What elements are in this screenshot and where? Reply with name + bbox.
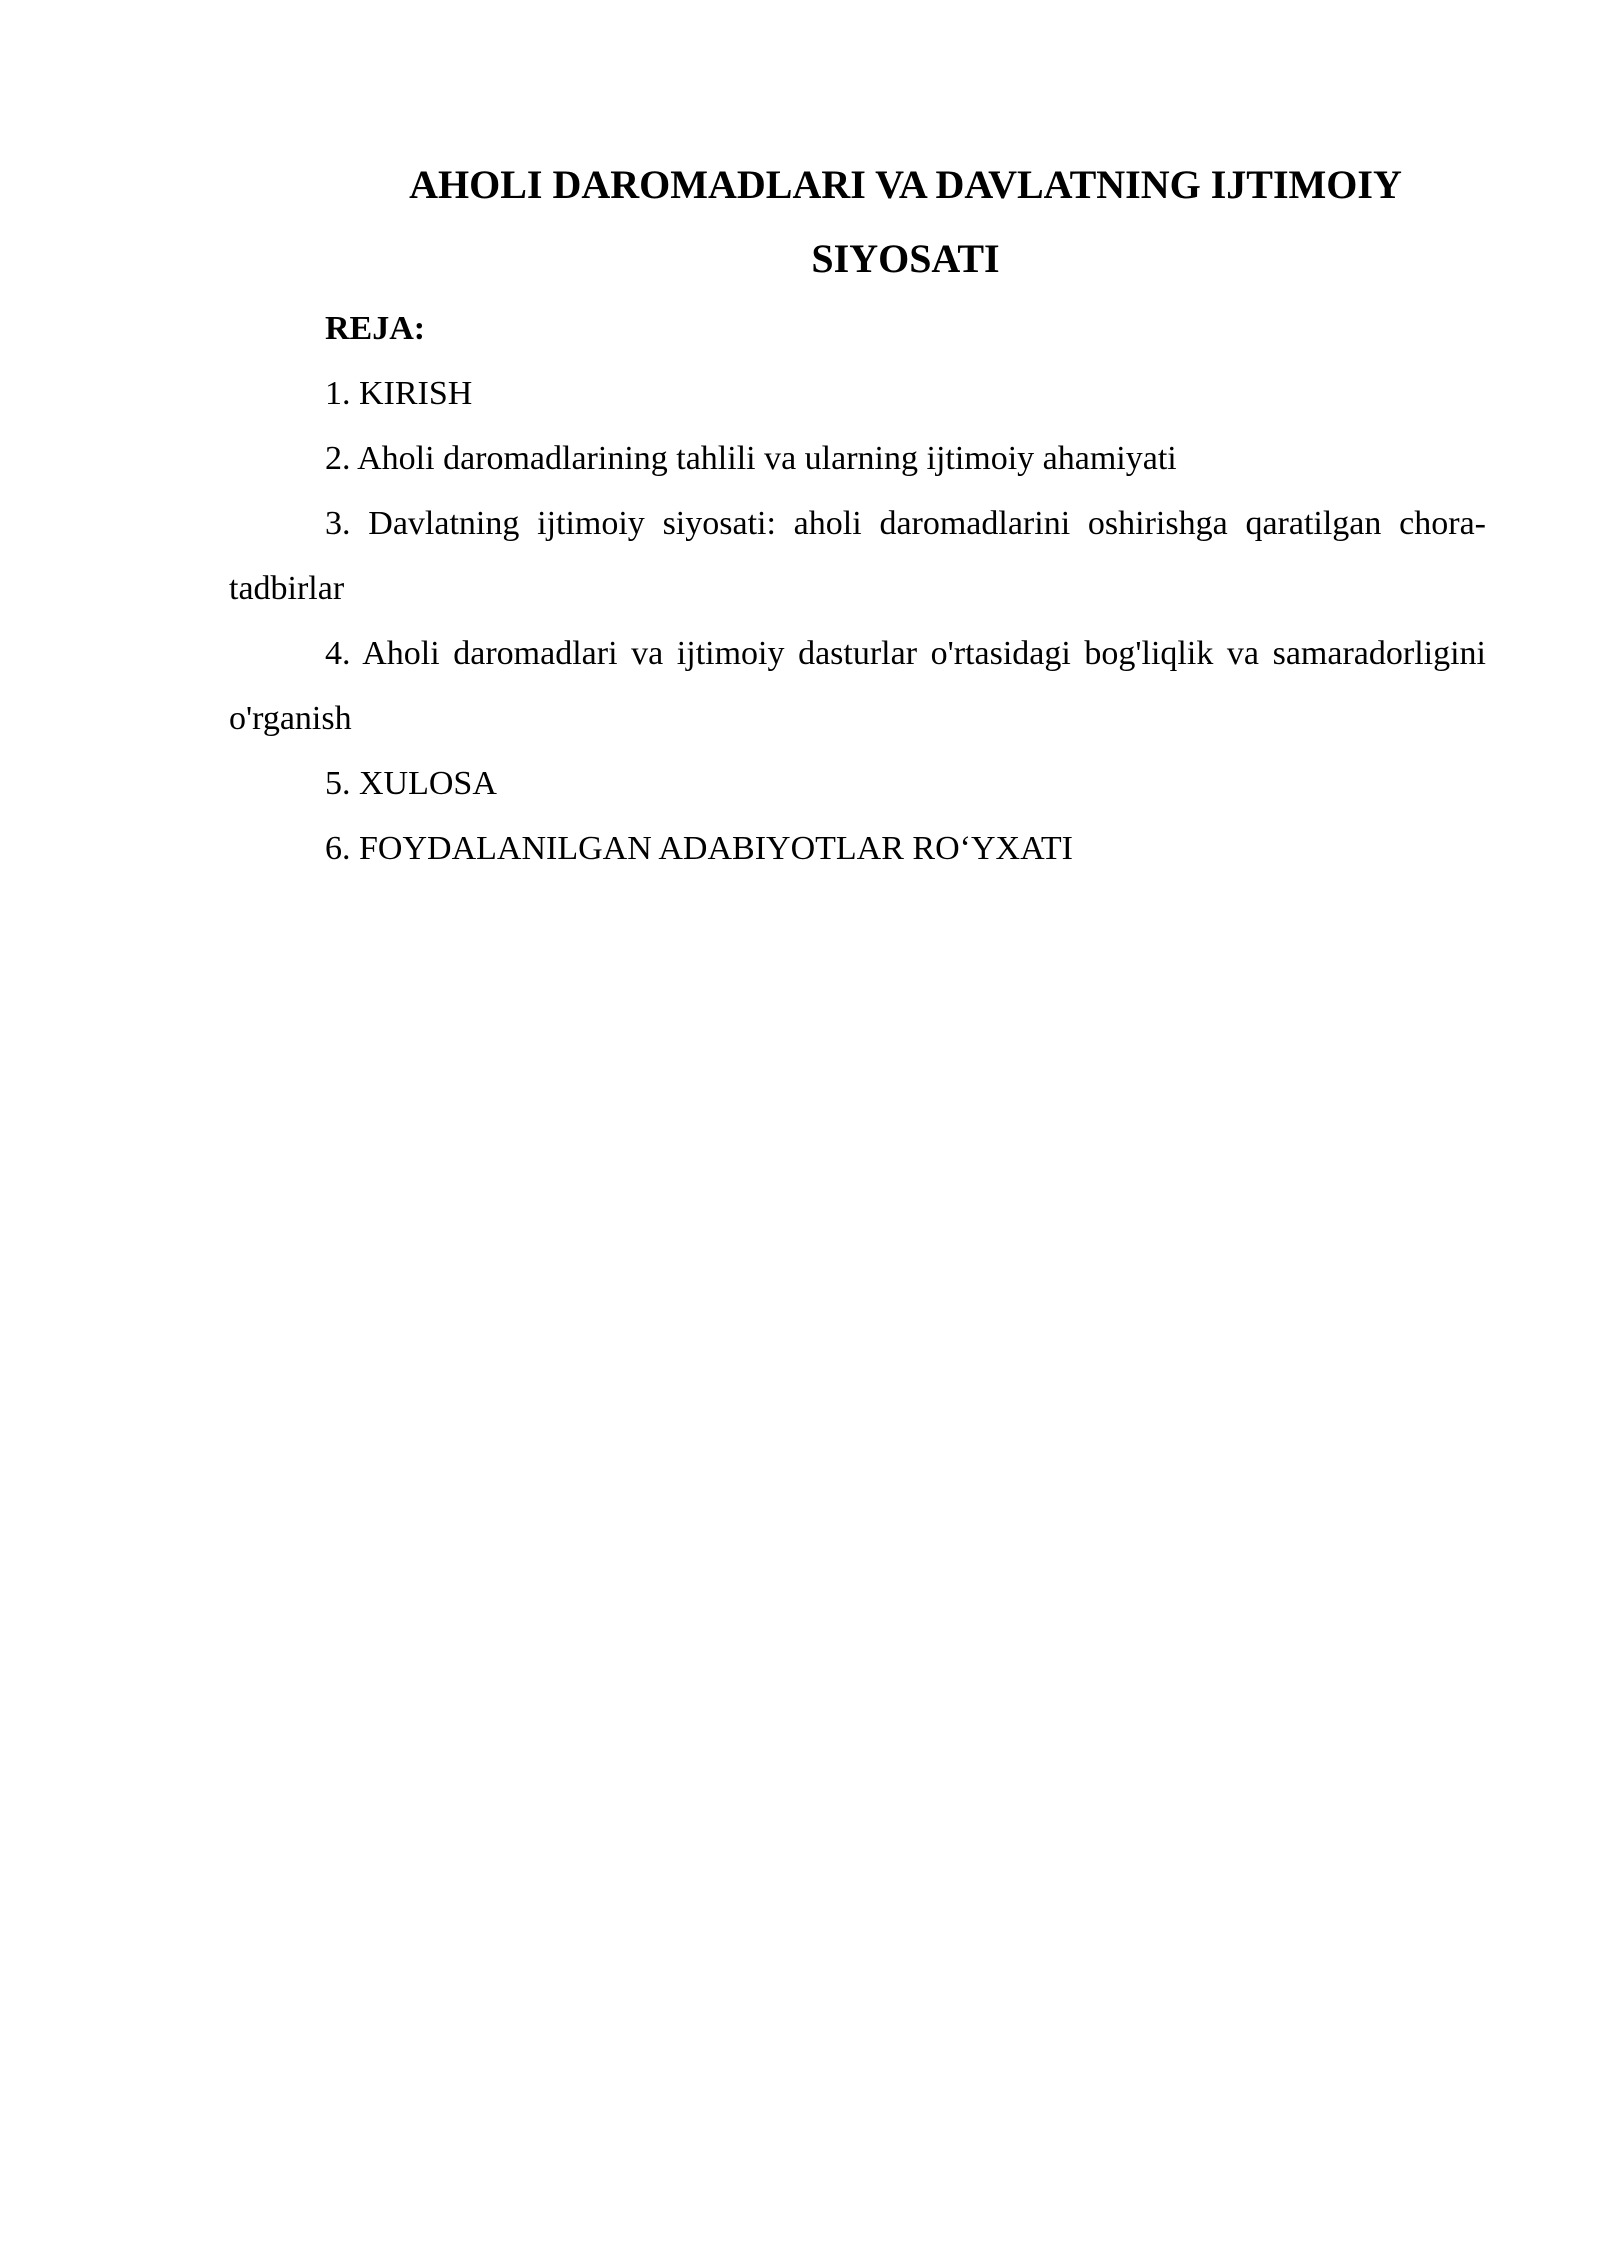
title-line-1: AHOLI DAROMADLARI VA DAVLATNING IJTIMOIY: [409, 162, 1402, 207]
document-title: [229, 148, 1486, 296]
plan-item-1: 1. KIRISH: [325, 375, 473, 412]
title-line-2: SIYOSATI: [811, 236, 1000, 281]
plan-item-6: 6. FOYDALANILGAN ADABIYOTLAR RO‘YXATI: [325, 830, 1073, 867]
plan-heading: REJA:: [325, 310, 426, 347]
plan-item-5: 5. XULOSA: [325, 765, 497, 802]
plan-item-2: 2. Aholi daromadlarining tahlili va ularning ijtimoiy ahamiyati: [325, 440, 1177, 477]
plan-item-3: 3. Davlatning ijtimoiy siyosati: aholi daromadlarini oshirishga qaratilgan chora-tadbirlar: [229, 505, 1486, 607]
plan-item-4: 4. Aholi daromadlari va ijtimoiy dasturlar o'rtasidagi bog'liqlik va samaradorligini o'rganish: [229, 635, 1486, 737]
document-content: [229, 148, 1486, 881]
